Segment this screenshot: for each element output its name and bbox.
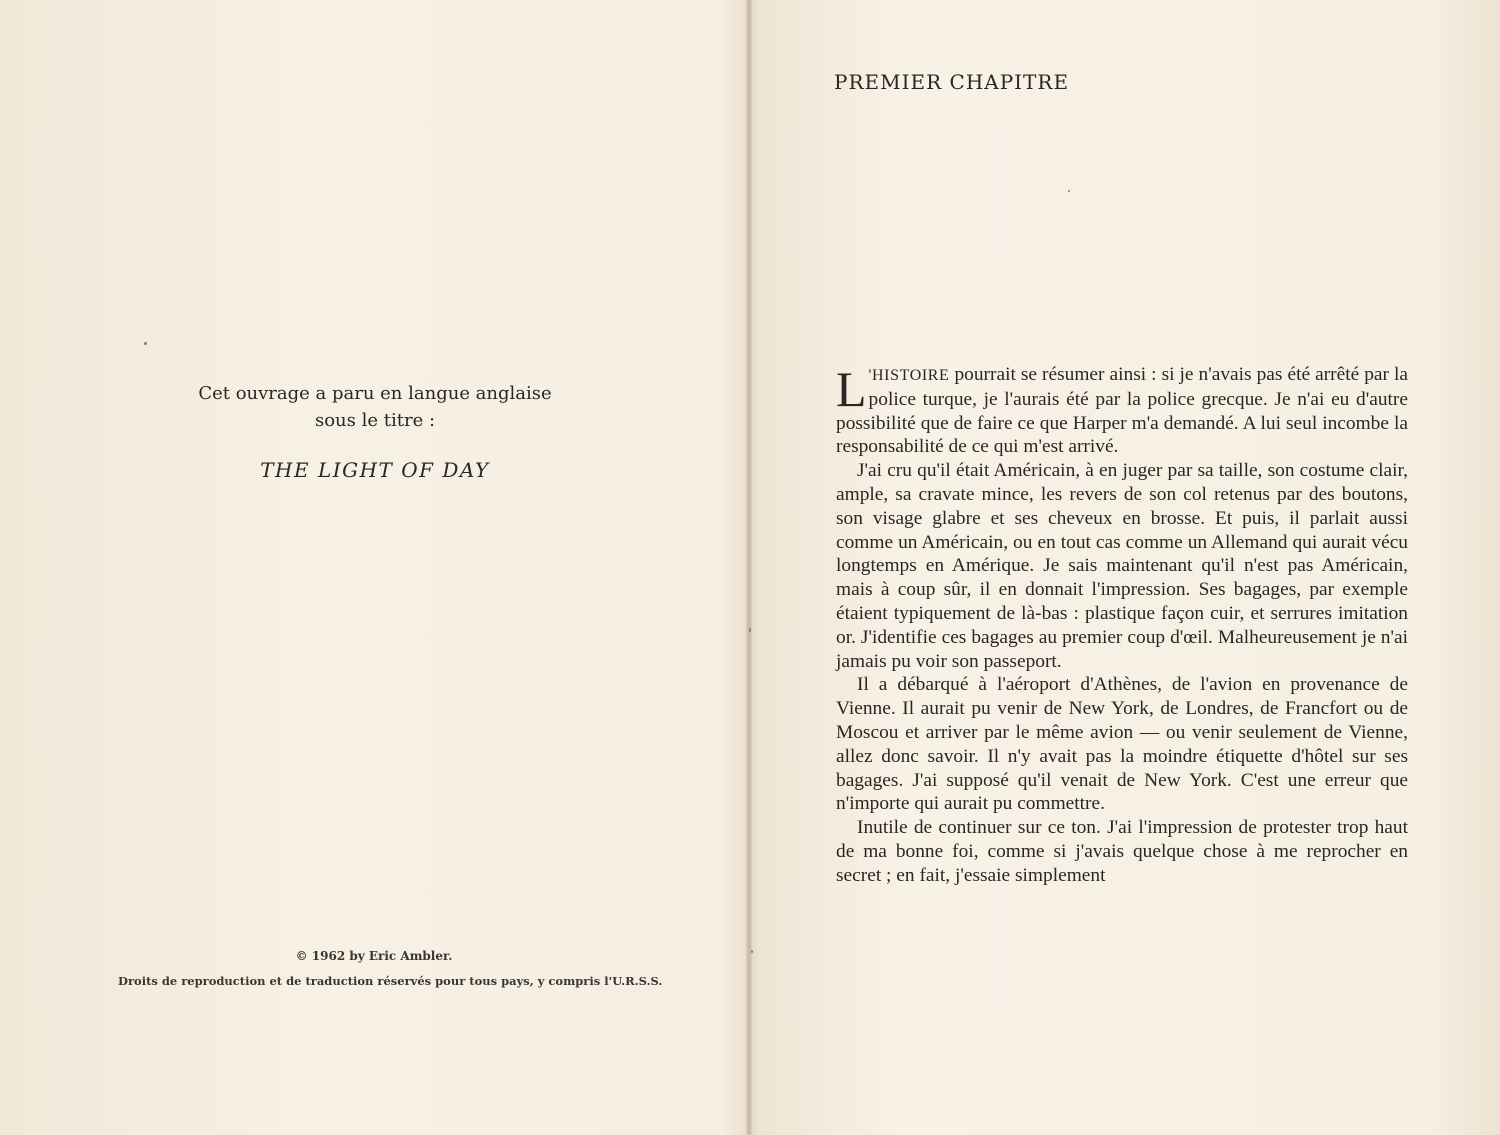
rights-notice: Droits de reproduction et de traduction réservés pour tous pays, y compris l'U.R.S.S. [118,974,663,988]
first-word: 'HISTOIRE [868,367,950,384]
original-language-credit [150,380,600,434]
chapter-heading: PREMIER CHAPITRE [834,70,1070,94]
copyright-notice: © 1962 by Eric Ambler. [295,949,453,963]
credit-line-1: Cet ouvrage a paru en langue anglaise [198,383,552,404]
paper-speck [751,950,753,953]
chapter-body [836,363,1408,888]
paper-speck [1068,190,1070,192]
drop-cap: L [836,361,867,417]
right-page [752,0,1500,1135]
original-title: THE LIGHT OF DAY [260,458,490,482]
paper-speck [749,628,751,632]
paragraph-text: pourrait se résumer ainsi : si je n'avais pas été arrêté par la police turque, je l'aurais été par la police grecque. Je n'ai eu d'autre possibilité que de faire ce que Harper m'a demandé. A lui seul incombe la responsabilité de ce qui m'est arrivé. [836,364,1408,458]
credit-line-2: sous le titre : [314,410,436,431]
left-page [0,0,748,1135]
paragraph: Inutile de continuer sur ce ton. J'ai l'impression de protester trop haut de ma bonne foi, comme si j'avais quelque chose à me reprocher en secret ; en fait, j'essaie simplement [836,817,1408,886]
paper-speck [144,342,147,345]
paragraph [836,363,1408,459]
paragraph: Il a débarqué à l'aéroport d'Athènes, de l'avion en provenance de Vienne. Il aurait pu venir de New York, de Londres, de Francfort ou de Moscou et arriver par le même avion — ou venir seulement de Vienne, allez donc savoir. Il n'y avait pas la moindre étiquette d'hôtel sur ses bagages. J'ai supposé qu'il venait de New York. C'est une erreur que n'importe qui aurait pu commettre. [836,674,1408,815]
paragraph: J'ai cru qu'il était Américain, à en juger par sa taille, son costume clair, ample, sa cravate mince, les revers de son col retenus par des boutons, son visage glabre et ses cheveux en brosse. Et puis, il parlait aussi comme un Américain, ou en tout cas comme un Allemand qui aurait vécu longtemps en Amérique. Je sais maintenant qu'il n'est pas Américain, mais à coup sûr, il en donnait l'impression. Ses bagages, par exemple étaient typiquement de là-bas : plastique façon cuir, et serrures imitation or. J'identifie ces bagages au premier coup d'œil. Malheureusement je n'ai jamais pu voir son passeport. [836,460,1408,672]
